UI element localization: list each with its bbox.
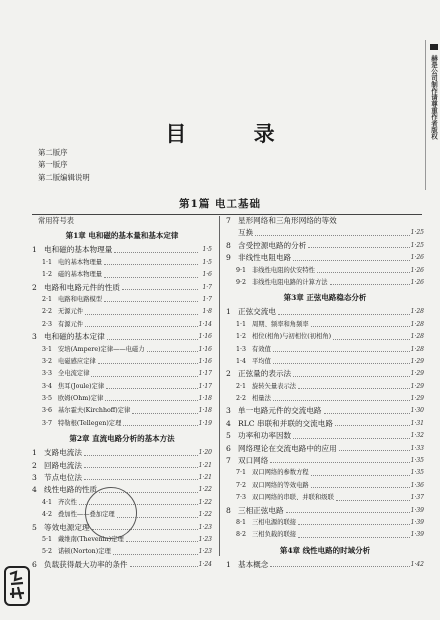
entry-title: 常用符号表 <box>38 216 74 225</box>
page-number: 1·26 <box>410 277 424 289</box>
page-number: 1·22 <box>198 497 212 509</box>
entry-title: 齐次性 <box>58 498 77 506</box>
page-number: 1·5 <box>201 257 212 269</box>
entry-title: 旋转矢量表示法 <box>252 382 297 390</box>
page-number: 1·25 <box>410 240 424 252</box>
toc-entry <box>32 418 212 430</box>
toc-entry <box>32 294 212 306</box>
chapter-title: 第2章 直流电路分析的基本方法 <box>69 434 175 444</box>
page-number: 1·37 <box>410 492 424 504</box>
entry-number: 8·1 <box>236 518 247 526</box>
entry-title: 非线性电阻电路的计算方法 <box>252 278 328 286</box>
dot-leader <box>114 252 198 253</box>
dot-leader <box>298 388 410 389</box>
entry-number: 1·2 <box>42 271 53 279</box>
page-number: 1·28 <box>410 331 424 343</box>
dot-leader <box>130 566 198 567</box>
dot-leader <box>311 475 410 476</box>
toc-entry <box>32 447 212 459</box>
toc-title: 目 录 <box>165 121 305 146</box>
dot-leader <box>273 400 410 401</box>
entry-number: 6 <box>226 443 231 453</box>
toc-entry <box>226 277 424 289</box>
entry-number: 7·3 <box>236 494 247 502</box>
entry-number: 1 <box>226 559 231 569</box>
part-heading: 第1篇 电工基础 <box>179 198 261 210</box>
page-number: 1·14 <box>198 319 212 331</box>
toc-entry <box>226 344 424 356</box>
entry-title: 三相电源的联接 <box>252 518 297 526</box>
entry-number: 4 <box>32 485 37 495</box>
entry-title: 等效电源定理 <box>44 522 90 532</box>
dot-leader <box>106 388 198 389</box>
entry-title: 电和磁的基本定律 <box>44 332 105 342</box>
page-number: 1·28 <box>410 306 424 318</box>
page-number: 1·19 <box>198 418 212 430</box>
page-number: 1·23 <box>198 534 212 546</box>
toc-entry <box>226 559 424 571</box>
entry-number: 2·3 <box>42 320 53 328</box>
entry-title: 电路和电路模型 <box>58 295 103 303</box>
dot-leader <box>113 554 198 555</box>
front-matter-item: 第一版序 <box>38 160 68 170</box>
entry-number: 2·2 <box>236 395 247 403</box>
dot-leader <box>91 376 198 377</box>
dot-leader <box>104 301 198 302</box>
entry-number: 8 <box>226 505 231 515</box>
entry-number: 5 <box>226 431 231 441</box>
entry-title: 双口网络 <box>238 456 269 466</box>
page-number: 1·16 <box>198 344 212 356</box>
page-number: 1·26 <box>410 265 424 277</box>
page-number: 1·31 <box>410 418 424 430</box>
front-matter-item: 第二版编辑说明 <box>38 172 90 182</box>
page-number: 1·21 <box>198 472 212 484</box>
entry-number: 3·1 <box>42 345 53 353</box>
entry-title: 周期、频率和角频率 <box>252 320 309 328</box>
entry-title: 特勒根(Tellegen)定理 <box>58 419 122 427</box>
toc-entry <box>32 282 212 294</box>
entry-number: 1·4 <box>236 357 247 365</box>
entry-title: 双口网络的参数方程 <box>252 469 309 477</box>
toc-entry <box>32 381 212 393</box>
page-number: 1·8 <box>201 306 212 318</box>
dot-leader <box>339 450 410 451</box>
dot-leader <box>126 541 198 542</box>
entry-title: 电和磁的基本物理量 <box>44 245 113 255</box>
entry-title: 电路和电路元件的性质 <box>44 282 120 292</box>
dot-leader <box>255 235 410 236</box>
toc-entry <box>226 405 424 417</box>
toc-right-column <box>226 215 424 571</box>
entry-number: 8 <box>226 240 231 250</box>
entry-title: 非线性电阻的伏安特性 <box>252 266 315 274</box>
toc-entry <box>226 265 424 277</box>
toc-entry <box>226 480 424 492</box>
toc-entry <box>226 319 424 331</box>
dot-leader <box>122 289 198 290</box>
toc-entry <box>226 356 424 368</box>
toc-entry <box>226 240 424 252</box>
dot-leader <box>293 438 410 439</box>
entry-number: 7 <box>226 216 231 225</box>
toc-entry <box>32 393 212 405</box>
page-number: 1·22 <box>198 509 212 521</box>
entry-number: 1 <box>226 307 231 317</box>
entry-number: 2 <box>32 282 37 292</box>
toc-chapter-heading <box>32 227 212 244</box>
toc-entry <box>226 227 424 239</box>
toc-entry <box>32 215 212 227</box>
page-number: 1·23 <box>198 522 212 534</box>
page-number: 1·20 <box>198 447 212 459</box>
page-number: 1·18 <box>198 393 212 405</box>
dot-leader <box>308 247 410 248</box>
page-number: 1·17 <box>198 381 212 393</box>
toc-entry <box>32 405 212 417</box>
page-number: 1·36 <box>410 480 424 492</box>
toc-chapter-heading <box>32 430 212 447</box>
chapter-title: 第1章 电和磁的基本量和基本定律 <box>65 231 179 241</box>
toc-entry <box>226 331 424 343</box>
page-number: 1·21 <box>198 460 212 472</box>
entry-number: 3·7 <box>42 419 53 427</box>
entry-title: RLC 串联和并联的交流电路 <box>238 418 333 428</box>
spine-watermark-text: 赫是公司制作请尊重作者版权 <box>430 55 438 140</box>
page-number: 1·30 <box>410 405 424 417</box>
page-number: 1·29 <box>410 368 424 380</box>
entry-number: 1 <box>32 448 37 458</box>
front-matter-item: 第二版序 <box>38 148 68 157</box>
page-number: 1·35 <box>410 455 424 467</box>
toc-entry <box>32 559 212 571</box>
entry-number: 1 <box>32 245 37 255</box>
entry-number: 3·4 <box>42 382 53 390</box>
toc-chapter-heading <box>226 542 424 559</box>
toc-entry <box>32 344 212 356</box>
dot-leader <box>270 566 410 567</box>
dot-leader <box>336 500 410 501</box>
entry-title: 支路电流法 <box>44 448 82 458</box>
entry-title: 正弦量的表示法 <box>238 369 292 379</box>
entry-title: 基尔霍夫(Kirchhoff)定律 <box>58 407 131 415</box>
entry-title: 网络理论在交流电路中的应用 <box>238 443 337 453</box>
entry-title: 功率和功率因数 <box>238 431 292 441</box>
entry-title: 欧姆(Ohm)定律 <box>58 395 104 403</box>
dot-leader <box>270 462 410 463</box>
page-number: 1·25 <box>410 227 424 239</box>
toc-entry <box>226 529 424 541</box>
entry-title: 互换 <box>238 228 254 238</box>
entry-title: 双口网络的等效电路 <box>252 481 309 489</box>
entry-title: 平均值 <box>252 357 271 365</box>
dot-leader <box>298 524 410 525</box>
toc-entry <box>226 517 424 529</box>
dot-leader <box>132 413 198 414</box>
page-number: 1·39 <box>410 505 424 517</box>
entry-number: 2 <box>226 369 231 379</box>
entry-number: 2 <box>32 460 37 470</box>
entry-number: 3 <box>32 332 37 342</box>
entry-title: 磁的基本物理量 <box>58 271 103 279</box>
entry-number: 7 <box>226 456 231 466</box>
page-number: 1·22 <box>198 484 212 496</box>
dot-leader <box>286 512 410 513</box>
dot-leader <box>333 339 410 340</box>
entry-number: 1·1 <box>42 258 53 266</box>
page-number: 1·33 <box>410 443 424 455</box>
dot-leader <box>335 425 410 426</box>
spine-mark <box>430 44 438 50</box>
entry-title: 诺顿(Norton)定理 <box>58 548 111 556</box>
dot-leader <box>84 479 198 480</box>
entry-number: 9 <box>226 253 231 263</box>
entry-title: 三相正弦电路 <box>238 505 284 515</box>
toc-entry <box>226 381 424 393</box>
chapter-title: 第4章 线性电路的时域分析 <box>279 545 371 555</box>
entry-title: 安培(Ampere)定律——电磁力 <box>58 345 145 353</box>
page-number: 1·28 <box>410 344 424 356</box>
red-seal-stamp <box>4 566 30 606</box>
toc-entry <box>32 269 212 281</box>
entry-title: 双口网络的串联、并联和级联 <box>252 494 334 502</box>
entry-number: 5·2 <box>42 548 53 556</box>
entry-number: 2·2 <box>42 308 53 316</box>
toc-entry <box>226 368 424 380</box>
toc-entry <box>226 252 424 264</box>
toc-entry <box>226 443 424 455</box>
dot-leader <box>85 326 198 327</box>
dot-leader <box>298 537 410 538</box>
page-number: 1·39 <box>410 517 424 529</box>
page-number: 1·32 <box>410 430 424 442</box>
entry-title: 叠加性——叠加定理 <box>58 511 115 519</box>
entry-title: 电的基本物理量 <box>58 258 103 266</box>
page-number: 1·42 <box>410 559 424 571</box>
toc-entry <box>32 319 212 331</box>
dot-leader <box>107 339 198 340</box>
entry-number: 8·2 <box>236 531 247 539</box>
entry-title: 全电流定律 <box>58 370 90 378</box>
dot-leader <box>104 264 198 265</box>
page-number: 1·6 <box>201 269 212 281</box>
page-number: 1·26 <box>410 252 424 264</box>
page-number: 1·7 <box>201 294 212 306</box>
column-divider <box>219 216 220 556</box>
entry-title: 相位(相角)与初相位(初相角) <box>252 333 332 341</box>
entry-title: 戴维南(Thevenin)定理 <box>58 535 124 543</box>
entry-title: 三相负载的联接 <box>252 531 297 539</box>
entry-number: 4 <box>226 418 231 428</box>
entry-title: 线性电路的性质 <box>44 485 98 495</box>
entry-number: 1·3 <box>236 345 247 353</box>
dot-leader <box>293 260 410 261</box>
page-number: 1·7 <box>201 282 212 294</box>
entry-title: 有源元件 <box>58 320 84 328</box>
toc-entry <box>226 505 424 517</box>
entry-title: 回路电流法 <box>44 460 82 470</box>
page-number: 1·29 <box>410 393 424 405</box>
toc-entry <box>32 472 212 484</box>
dot-leader <box>273 363 410 364</box>
page-number: 1·28 <box>410 319 424 331</box>
entry-title: 焦耳(Joule)定律 <box>58 382 105 390</box>
toc-entry <box>32 546 212 558</box>
entry-number: 7·2 <box>236 481 247 489</box>
entry-title: 电磁感应定律 <box>58 357 96 365</box>
entry-number: 5 <box>32 522 37 532</box>
entry-title: 单一电路元件的交流电路 <box>238 406 322 416</box>
dot-leader <box>85 314 198 315</box>
toc-entry <box>32 306 212 318</box>
dot-leader <box>273 351 410 352</box>
entry-title: 节点电位法 <box>44 473 82 483</box>
page-number: 1·5 <box>201 244 212 256</box>
toc-entry <box>226 393 424 405</box>
toc-entry <box>226 430 424 442</box>
entry-number: 3 <box>32 473 37 483</box>
page-number: 1·39 <box>410 529 424 541</box>
dot-leader <box>84 467 198 468</box>
entry-number: 3·3 <box>42 370 53 378</box>
dot-leader <box>324 413 410 414</box>
page-number: 1·24 <box>198 559 212 571</box>
page-number: 1·16 <box>198 356 212 368</box>
entry-title: 星形网络和三角形网络的等效 <box>238 216 337 225</box>
entry-title: 相量法 <box>252 395 271 403</box>
entry-title: 无源元件 <box>58 308 84 316</box>
entry-title: 含受控源电路的分析 <box>238 240 307 250</box>
dot-leader <box>278 314 410 315</box>
toc-entry <box>226 492 424 504</box>
entry-number: 3 <box>226 406 231 416</box>
dot-leader <box>330 284 410 285</box>
entry-number: 2·1 <box>42 295 53 303</box>
entry-number: 1·2 <box>236 333 247 341</box>
page-number: 1·17 <box>198 368 212 380</box>
entry-title: 正弦交流电 <box>238 307 276 317</box>
stamp-circle <box>85 487 137 539</box>
page-number: 1·18 <box>198 405 212 417</box>
entry-number: 3·5 <box>42 395 53 403</box>
page-number: 1·29 <box>410 356 424 368</box>
toc-entry <box>32 244 212 256</box>
entry-number: 9·2 <box>236 278 247 286</box>
dot-leader <box>311 487 410 488</box>
toc-entry <box>226 418 424 430</box>
entry-title: 基本概念 <box>238 559 269 569</box>
toc-entry <box>32 356 212 368</box>
entry-number: 4·1 <box>42 498 53 506</box>
toc-chapter-heading <box>226 289 424 306</box>
toc-entry <box>32 331 212 343</box>
dot-leader <box>105 400 198 401</box>
entry-number: 6 <box>32 559 37 569</box>
dot-leader <box>147 351 198 352</box>
toc-entry <box>226 215 424 227</box>
dot-leader <box>104 277 198 278</box>
toc-entry <box>226 306 424 318</box>
page-number: 1·29 <box>410 381 424 393</box>
toc-entry <box>32 368 212 380</box>
dot-leader <box>98 363 198 364</box>
entry-title: 非线性电阻电路 <box>238 253 292 263</box>
dot-leader <box>84 455 198 456</box>
entry-number: 5·1 <box>42 535 53 543</box>
entry-number: 9·1 <box>236 266 247 274</box>
dot-leader <box>317 272 410 273</box>
toc-entry <box>226 455 424 467</box>
entry-number: 3·2 <box>42 357 53 365</box>
toc-entry <box>32 460 212 472</box>
toc-entry <box>32 257 212 269</box>
page-number: 1·35 <box>410 467 424 479</box>
entry-number: 1·1 <box>236 320 247 328</box>
entry-title: 有效值 <box>252 345 271 353</box>
page-number: 1·16 <box>198 331 212 343</box>
toc-entry <box>226 467 424 479</box>
chapter-title: 第3章 正弦电路稳态分析 <box>283 293 367 303</box>
page-number: 1·23 <box>198 546 212 558</box>
front-matter <box>38 147 90 184</box>
entry-number: 4·2 <box>42 511 53 519</box>
entry-number: 7·1 <box>236 469 247 477</box>
dot-leader <box>311 326 410 327</box>
entry-number: 3·6 <box>42 407 53 415</box>
dot-leader <box>123 425 198 426</box>
entry-number: 2·1 <box>236 382 247 390</box>
dot-leader <box>293 376 410 377</box>
entry-title: 负载获得最大功率的条件 <box>44 559 128 569</box>
